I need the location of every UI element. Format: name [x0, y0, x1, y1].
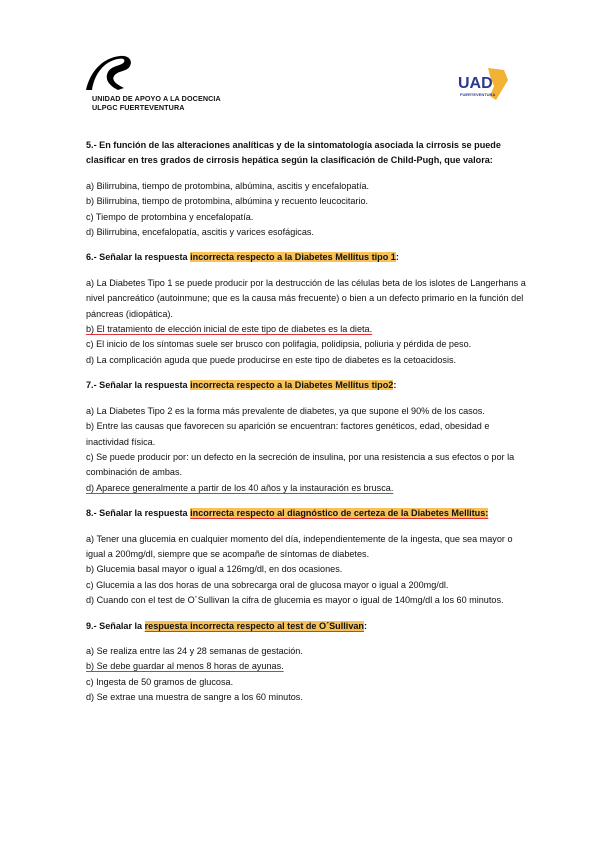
question-title: 9.- Señalar la respuesta incorrecta respecto al test de O´Sullivan:	[86, 620, 368, 631]
questions-content	[86, 138, 526, 716]
institution-line1: UNIDAD DE APOYO A LA DOCENCIA	[92, 94, 221, 103]
question-6	[86, 250, 526, 368]
question-title: 5.- En función de las alteraciones analíticas y de la sintomatología asociada la cirrosis se puede clasificar en tres grados de cirrosis hepática según la clasificación de Child-Pugh, que valora:	[86, 140, 501, 166]
ulpgc-logo-icon	[84, 52, 134, 92]
question-title: 6.- Señalar la respuesta incorrecta respecto a la Diabetes Mellitus tipo 1:	[86, 252, 399, 263]
option-a: a) Se realiza entre las 24 y 28 semanas de gestación.	[86, 645, 303, 656]
highlight: respuesta incorrecta respecto al test de O´Sullivan	[144, 620, 364, 631]
option-d	[86, 481, 526, 496]
institution-line2: ULPGC FUERTEVENTURA	[92, 103, 185, 112]
option-a: a) Bilirrubina, tiempo de protombina, albúmina, ascitis y encefalopatía.	[86, 180, 370, 191]
option-b	[86, 322, 526, 337]
highlight: incorrecta respecto al diagnóstico de certeza de la Diabetes Mellitus:	[190, 508, 489, 519]
option-b	[86, 659, 526, 674]
option-b: b) Entre las causas que favorecen su aparición se encuentran: factores genéticos, edad, obesidad e inactividad física.	[86, 421, 490, 447]
question-title: 8.- Señalar la respuesta incorrecta respecto al diagnóstico de certeza de la Diabetes Mellitus:	[86, 508, 489, 519]
question-5	[86, 138, 526, 240]
option-b: b) Glucemia basal mayor o igual a 126mg/dl, en dos ocasiones.	[86, 564, 343, 575]
highlight: incorrecta respecto a la Diabetes Mellitus tipo2	[190, 380, 394, 391]
option-d: d) La complicación aguda que puede producirse en este tipo de diabetes es la cetoacidosis.	[86, 354, 457, 365]
option-b: b) Bilirrubina, tiempo de protombina, albúmina y recuento leucocitario.	[86, 196, 369, 207]
option-a: a) La Diabetes Tipo 2 es la forma más prevalente de diabetes, ya que supone el 90% de los casos.	[86, 405, 485, 416]
option-c: c) Se puede producir por: un defecto en la secreción de insulina, por una resistencia a sus efectos o por la combinación de ambas.	[86, 451, 515, 478]
option-d: d) Cuando con el test de O´Sullivan la cifra de glucemia es mayor o igual de 140mg/dl a los 60 minutos.	[86, 595, 504, 606]
question-8	[86, 506, 526, 608]
question-title: 7.- Señalar la respuesta incorrecta respecto a la Diabetes Mellitus tipo2:	[86, 380, 397, 391]
option-c: c) El inicio de los síntomas suele ser brusco con polifagia, polidipsia, poliuria y pérdida de peso.	[86, 339, 472, 350]
uad-logo-icon	[454, 66, 510, 102]
underlined-answer: b) El tratamiento de elección inicial de este tipo de diabetes es la dieta.	[86, 324, 373, 335]
highlight: incorrecta respecto a la Diabetes Mellitus tipo 1	[190, 252, 396, 263]
question-7	[86, 378, 526, 496]
underlined-answer: d) Aparece generalmente a partir de los 40 años y la instauración es brusca.	[86, 482, 394, 493]
option-c: c) Glucemia a las dos horas de una sobrecarga oral de glucosa mayor o igual a 200mg/dl.	[86, 579, 449, 590]
uad-logo-sub: FUERTEVENTURA	[460, 92, 496, 97]
option-a: a) La Diabetes Tipo 1 se puede producir por la destrucción de las células beta de los islotes de Langerhans a nivel pancreático (autoinmune; que es la causa más frecuente) o bien a un defecto primario en la función del páncreas (idiopática).	[86, 277, 526, 319]
option-c: c) Tiempo de protombina y encefalopatía.	[86, 211, 254, 222]
institution-name	[92, 94, 221, 112]
question-9	[86, 619, 526, 706]
uad-logo-text: UAD	[458, 75, 493, 92]
underlined-answer: b) Se debe guardar al menos 8 horas de ayunas.	[86, 661, 284, 672]
option-d: d) Bilirrubina, encefalopatía, ascitis y varices esofágicas.	[86, 227, 314, 238]
option-a: a) Tener una glucemia en cualquier momento del día, independientemente de la ingesta, que sea mayor o igual a 200mg/dl, siempre que se acompañe de síntomas de diabetes.	[86, 533, 513, 559]
option-d: d) Se extrae una muestra de sangre a los 60 minutos.	[86, 692, 303, 703]
option-c: c) Ingesta de 50 gramos de glucosa.	[86, 676, 234, 687]
